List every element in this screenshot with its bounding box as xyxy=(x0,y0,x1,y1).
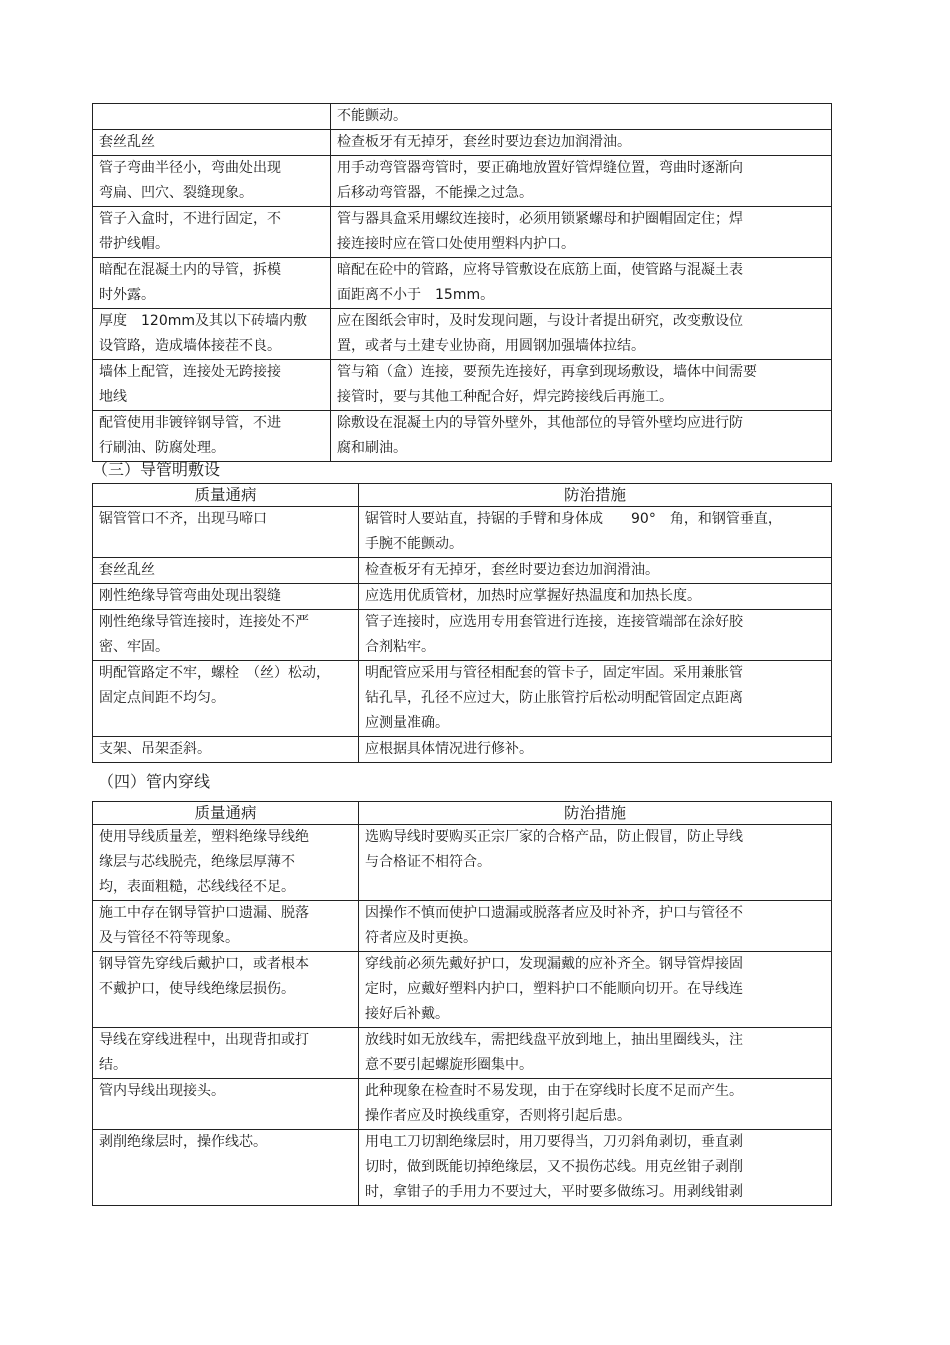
measure-cell: 此种现象在检查时不易发现，由于在穿线时长度不足而产生。 操作者应及时换线重穿，否则将引起后患。 xyxy=(359,1079,832,1130)
measure-cell: 应在图纸会审时，及时发现问题，与设计者提出研究，改变敷设位 置，或者与土建专业协商，用圆钢加强墙体拉结。 xyxy=(331,309,832,360)
measure-cell: 除敷设在混凝土内的导管外壁外，其他部位的导管外壁均应进行防 腐和刷油。 xyxy=(331,411,832,462)
problem-cell: 刚性绝缘导管连接时，连接处不严 密、牢固。 xyxy=(93,610,359,661)
measure-cell: 用手动弯管器弯管时，要正确地放置好管焊缝位置，弯曲时逐渐向 后移动弯管器，不能操之过急。 xyxy=(331,156,832,207)
measure-cell: 因操作不慎而使护口遗漏或脱落者应及时补齐，护口与管径不 符者应及时更换。 xyxy=(359,901,832,952)
problem-cell: 配管使用非镀锌钢导管，不进 行刷油、防腐处理。 xyxy=(93,411,331,462)
problem-cell: 暗配在混凝土内的导管，拆模 时外露。 xyxy=(93,258,331,309)
table-row xyxy=(93,104,832,130)
measure-cell: 放线时如无放线车，需把线盘平放到地上，抽出里圈线头，注 意不要引起螺旋形圈集中。 xyxy=(359,1028,832,1079)
problem-cell: 施工中存在钢导管护口遗漏、脱落 及与管径不符等现象。 xyxy=(93,901,359,952)
measure-cell: 用电工刀切割绝缘层时，用刀要得当，刀刃斜角剥切，垂直剥 切时，做到既能切掉绝缘层，又不损伤芯线。用克丝钳子剥削 时，拿钳子的手用力不要过大，平时要多做练习。用剥线钳剥 xyxy=(359,1130,832,1206)
measure-cell: 应根据具体情况进行修补。 xyxy=(359,737,832,763)
measure-cell: 应选用优质管材，加热时应掌握好热温度和加热长度。 xyxy=(359,584,832,610)
table-row xyxy=(93,360,832,411)
pipe-embedding-table-continued xyxy=(92,103,832,462)
measure-cell: 锯管时人要站直，持锯的手臂和身体成 90° 角，和钢管垂直， 手腕不能颤动。 xyxy=(359,507,832,558)
table-row xyxy=(93,1130,832,1206)
column-header-measure: 防治措施 xyxy=(359,484,832,507)
table-header-row xyxy=(93,802,832,825)
column-header-measure: 防治措施 xyxy=(359,802,832,825)
measure-cell: 穿线前必须先戴好护口，发现漏戴的应补齐全。钢导管焊接固 定时，应戴好塑料内护口，塑料护口不能顺向切开。在导线连 接好后补戴。 xyxy=(359,952,832,1028)
problem-cell: 使用导线质量差，塑料绝缘导线绝 缘层与芯线脱壳，绝缘层厚薄不 均，表面粗糙，芯线线径不足。 xyxy=(93,825,359,901)
problem-cell: 厚度 120mm及其以下砖墙内敷 设管路，造成墙体接茬不良。 xyxy=(93,309,331,360)
problem-cell: 钢导管先穿线后戴护口，或者根本 不戴护口，使导线绝缘层损伤。 xyxy=(93,952,359,1028)
column-header-problem: 质量通病 xyxy=(93,484,359,507)
problem-cell: 支架、吊架歪斜。 xyxy=(93,737,359,763)
measure-cell: 不能颤动。 xyxy=(331,104,832,130)
table-row xyxy=(93,258,832,309)
wire-threading-table xyxy=(92,801,832,1206)
problem-cell: 明配管路定不牢，螺栓 （丝）松动， 固定点间距不均匀。 xyxy=(93,661,359,737)
measure-cell: 明配管应采用与管径相配套的管卡子，固定牢固。采用兼胀管 钻孔旱，孔径不应过大，防止胀管拧后松动明配管固定点距离 应测量准确。 xyxy=(359,661,832,737)
table-row xyxy=(93,507,832,558)
problem-cell: 锯管管口不齐，出现马啼口 xyxy=(93,507,359,558)
measure-cell: 管与器具盒采用螺纹连接时，必须用锁紧螺母和护圈帽固定住；焊 接连接时应在管口处使用塑料内护口。 xyxy=(331,207,832,258)
table-row xyxy=(93,737,832,763)
table-header-row xyxy=(93,484,832,507)
table-row xyxy=(93,584,832,610)
problem-cell: 刚性绝缘导管弯曲处现出裂缝 xyxy=(93,584,359,610)
table-row xyxy=(93,1079,832,1130)
problem-cell: 管子入盒时，不进行固定，不 带护线帽。 xyxy=(93,207,331,258)
measure-cell: 检查板牙有无掉牙，套丝时要边套边加润滑油。 xyxy=(359,558,832,584)
section-heading-exposed-conduit: （三）导管明敷设 xyxy=(92,460,221,479)
problem-cell: 剥削绝缘层时，操作线芯。 xyxy=(93,1130,359,1206)
problem-cell xyxy=(93,104,331,130)
problem-cell: 套丝乱丝 xyxy=(93,558,359,584)
table-row xyxy=(93,411,832,462)
measure-cell: 检查板牙有无掉牙，套丝时要边套边加润滑油。 xyxy=(331,130,832,156)
problem-cell: 导线在穿线进程中，出现背扣或打 结。 xyxy=(93,1028,359,1079)
table-row xyxy=(93,309,832,360)
table-row xyxy=(93,661,832,737)
problem-cell: 套丝乱丝 xyxy=(93,130,331,156)
table-row xyxy=(93,952,832,1028)
table-row xyxy=(93,156,832,207)
table-row xyxy=(93,1028,832,1079)
problem-cell: 墙体上配管，连接处无跨接接 地线 xyxy=(93,360,331,411)
section-heading-wire-threading: （四）管内穿线 xyxy=(98,772,211,791)
column-header-problem: 质量通病 xyxy=(93,802,359,825)
problem-cell: 管子弯曲半径小，弯曲处出现 弯扁、凹穴、裂缝现象。 xyxy=(93,156,331,207)
measure-cell: 管子连接时，应选用专用套管进行连接，连接管端部在涂好胶 合剂粘牢。 xyxy=(359,610,832,661)
table-row xyxy=(93,558,832,584)
table-row xyxy=(93,825,832,901)
problem-cell: 管内导线出现接头。 xyxy=(93,1079,359,1130)
exposed-conduit-table xyxy=(92,483,832,763)
table-row xyxy=(93,130,832,156)
table-row xyxy=(93,901,832,952)
table-row xyxy=(93,207,832,258)
table-row xyxy=(93,610,832,661)
measure-cell: 暗配在砼中的管路，应将导管敷设在底筋上面，使管路与混凝土表 面距离不小于 15mm。 xyxy=(331,258,832,309)
measure-cell: 选购导线时要购买正宗厂家的合格产品，防止假冒，防止导线 与合格证不相符合。 xyxy=(359,825,832,901)
measure-cell: 管与箱（盒）连接，要预先连接好，再拿到现场敷设，墙体中间需要 接管时，要与其他工种配合好，焊完跨接线后再施工。 xyxy=(331,360,832,411)
